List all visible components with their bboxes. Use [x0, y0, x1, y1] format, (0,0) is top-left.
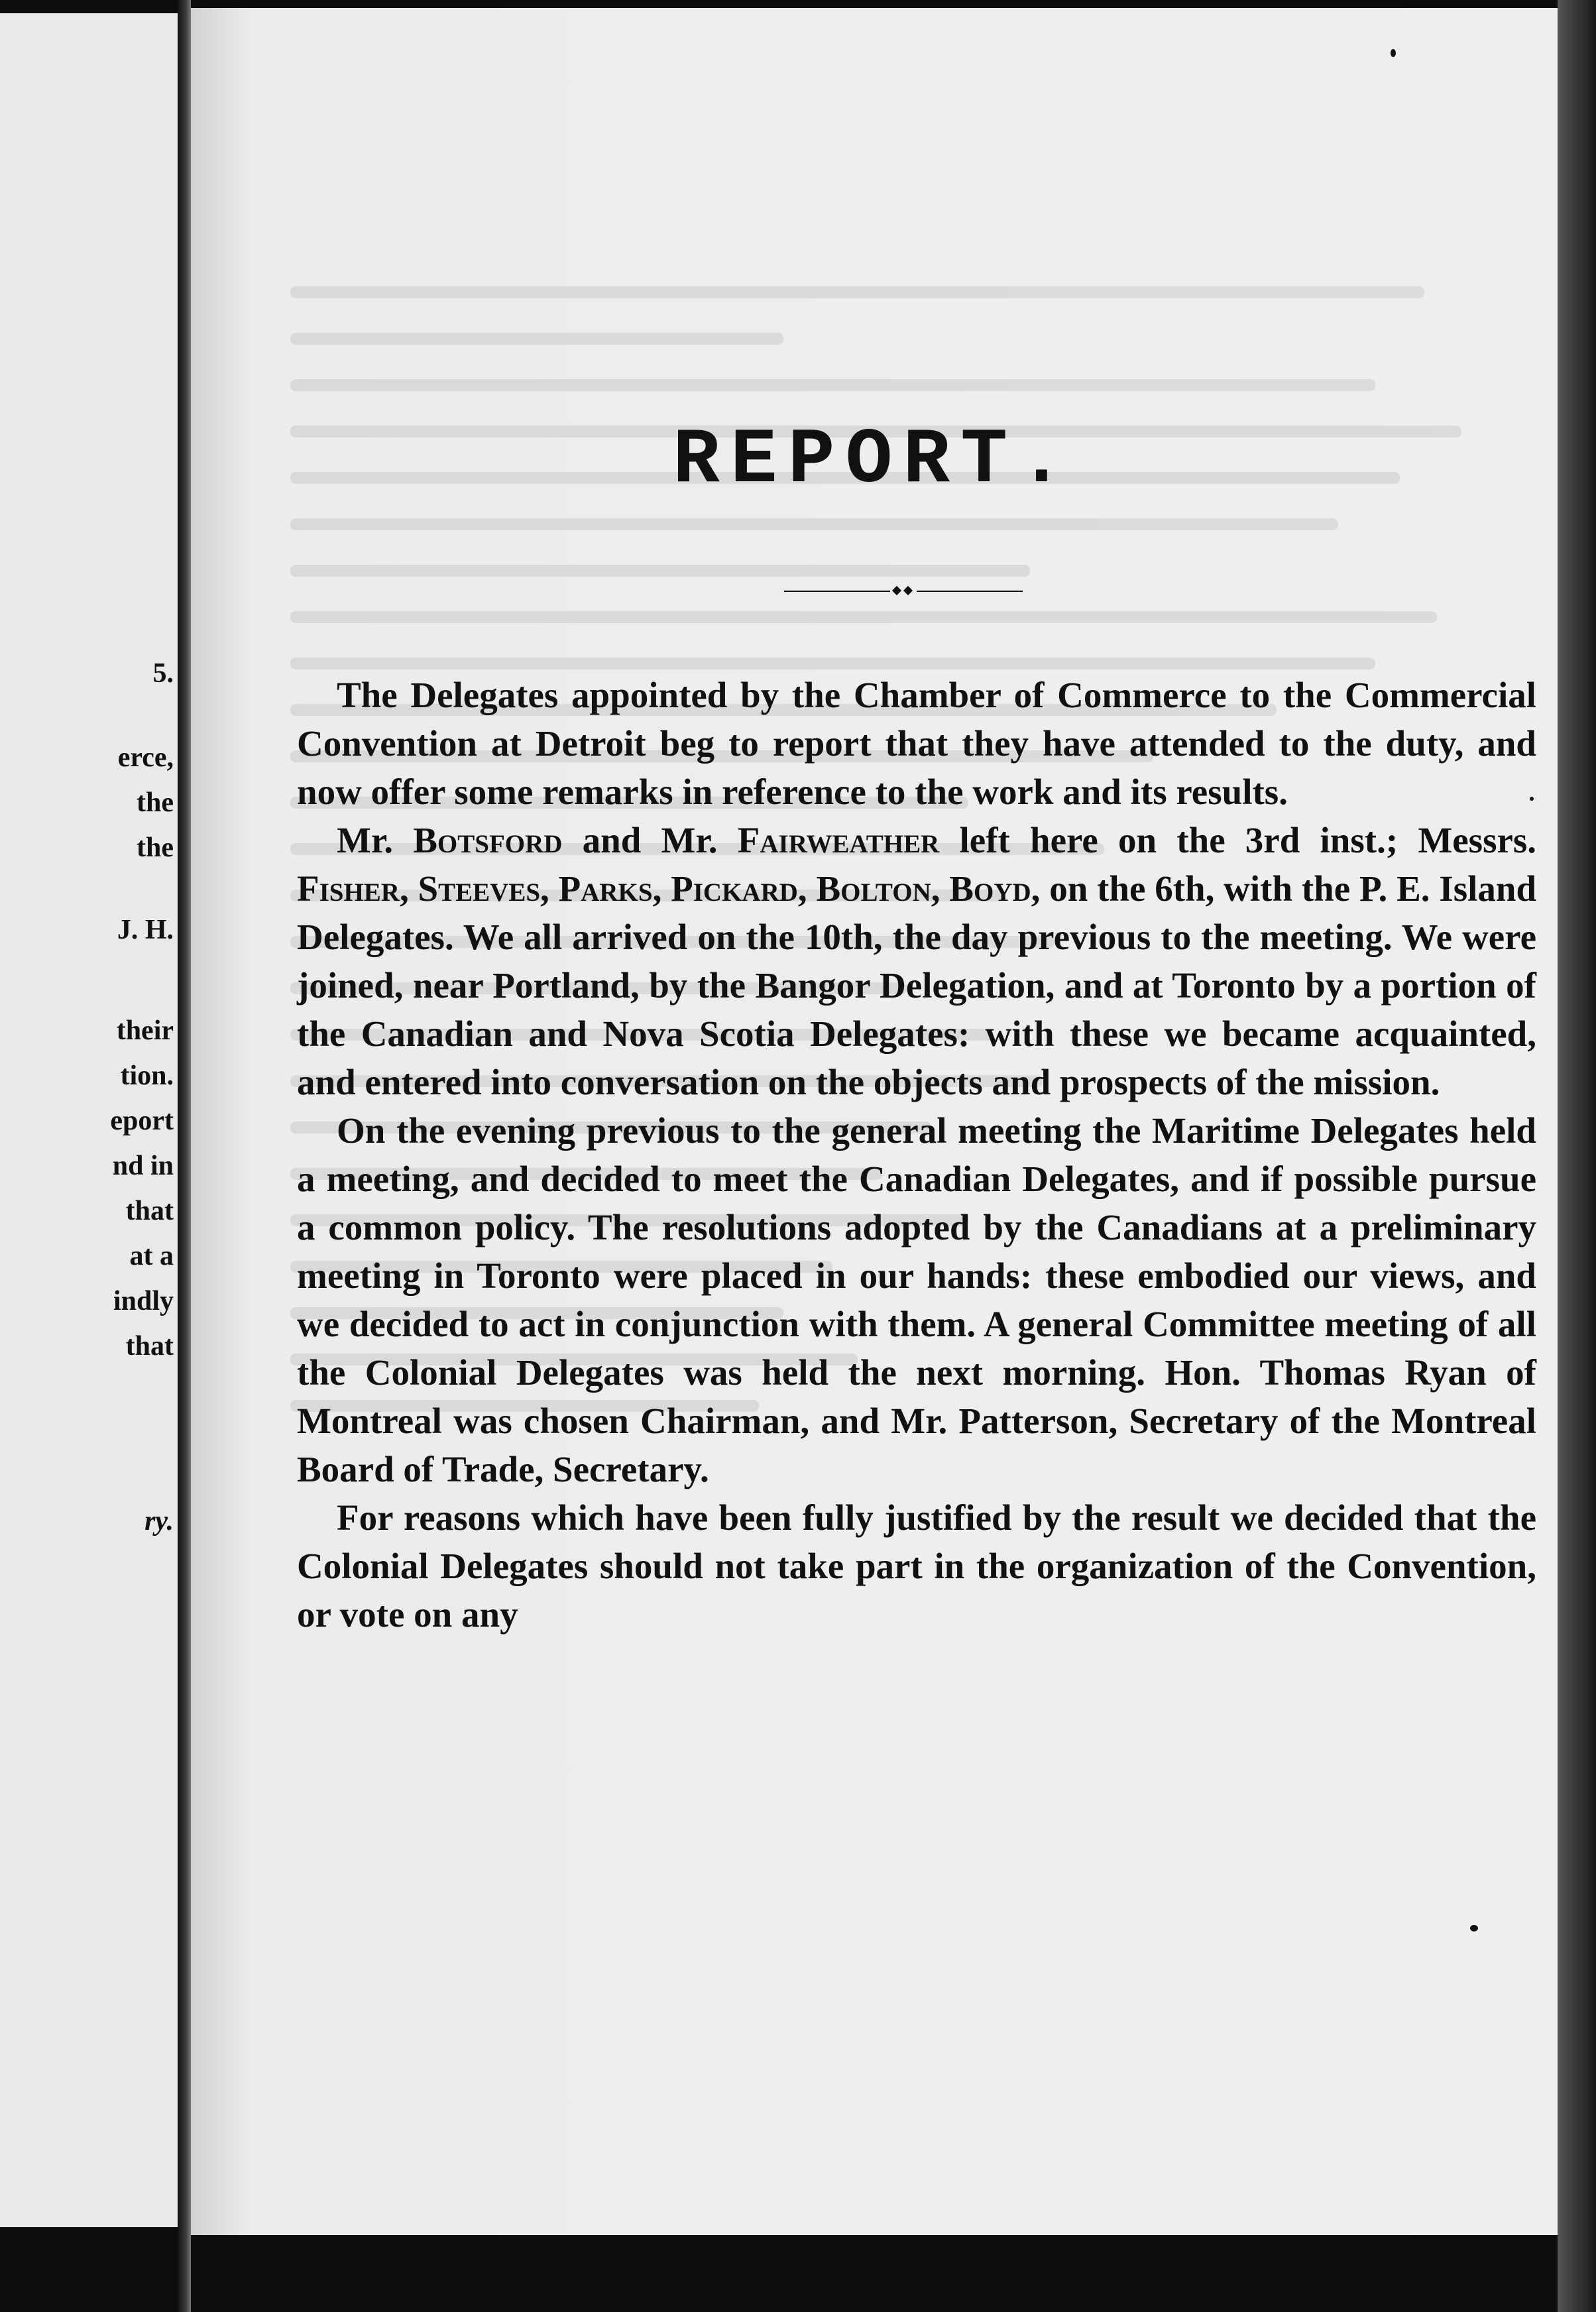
paragraph-4: For reasons which have been fully justified by the result we decided that the Colonial Delegates should not take part in the organization of the Convention, or vote on any [297, 1497, 1536, 1635]
name-fisher: Fisher [297, 868, 400, 909]
name-boyd: Boyd [949, 868, 1031, 909]
name-bolton: Bolton [816, 868, 931, 909]
adjacent-page-line: their [116, 1015, 174, 1046]
text-run: Mr. [337, 820, 394, 860]
right-page-edge [1558, 0, 1596, 2312]
text-run: , [652, 868, 662, 909]
adjacent-page-line: the [137, 833, 174, 863]
text-run: , [399, 868, 409, 909]
name-botsford: Botsford [413, 820, 563, 860]
adjacent-page-line: J. H. [117, 915, 174, 945]
adjacent-page-line: erce, [117, 742, 174, 773]
report-title: REPORT. [673, 417, 1076, 505]
report-body [297, 671, 1536, 1639]
name-fairweather: Fairweather [737, 820, 940, 860]
text-run: , on the 6th, with the P. E. Island Delegates. We all arrived on the 10th, the day previous to the meeting. We were joined, near Portland, by the Bangor Delegation, and at Toronto by a portion of the Canadian and Nova Scotia Delegates: with these we became acquainted, and entered into conversation on the objects and prospects of the mission. [297, 868, 1537, 1102]
paragraph-2 [297, 816, 1536, 1106]
adjacent-page-line: the [137, 787, 174, 818]
name-steeves: Steeves [418, 868, 541, 909]
text-run: , [797, 868, 807, 909]
adjacent-page-line: tion. [120, 1061, 174, 1091]
adjacent-page-line: indly [113, 1286, 174, 1316]
adjacent-page-line: that [125, 1196, 174, 1226]
title-ornament [784, 585, 1023, 598]
page-gutter [178, 0, 191, 2312]
text-run: and Mr. [582, 820, 718, 860]
paragraph-3: On the evening previous to the general meeting the Maritime Delegates held a meeting, and decided to meet the Canadian Delegates, and if possible pursue a common policy. The resolutions adopted by the Canadians at a preliminary meeting in Toronto were placed in our hands: these embodied our views, and we decided to act in conjunction with them. A general Committee meeting of all the Colonial Delegates was held the next morning. Hon. Thomas Ryan of Montreal was chosen Chairman, and Mr. Patterson, Secretary of the Montreal Board of Trade, Secretary. [297, 1110, 1536, 1489]
text-run: left here on the 3rd inst.; Messrs. [959, 820, 1537, 860]
text-run: , [540, 868, 549, 909]
paragraph-1: The Delegates appointed by the Chamber of Commerce to the Commercial Convention at Detroit beg to report that they have attended to the duty, and now offer some remarks in reference to the work and its results. [297, 675, 1536, 812]
adjacent-page-line: nd in [112, 1151, 174, 1181]
text-run: , [931, 868, 940, 909]
document-page [191, 8, 1558, 2235]
name-parks: Parks [558, 868, 653, 909]
adjacent-page-line: 5. [152, 658, 174, 689]
adjacent-page-line: that [125, 1331, 174, 1361]
adjacent-page [0, 13, 182, 2227]
adjacent-page-line: at a [129, 1241, 174, 1271]
name-pickard: Pickard [671, 868, 798, 909]
adjacent-page-line: eport [110, 1106, 174, 1136]
adjacent-page-line: ry. [144, 1506, 174, 1536]
